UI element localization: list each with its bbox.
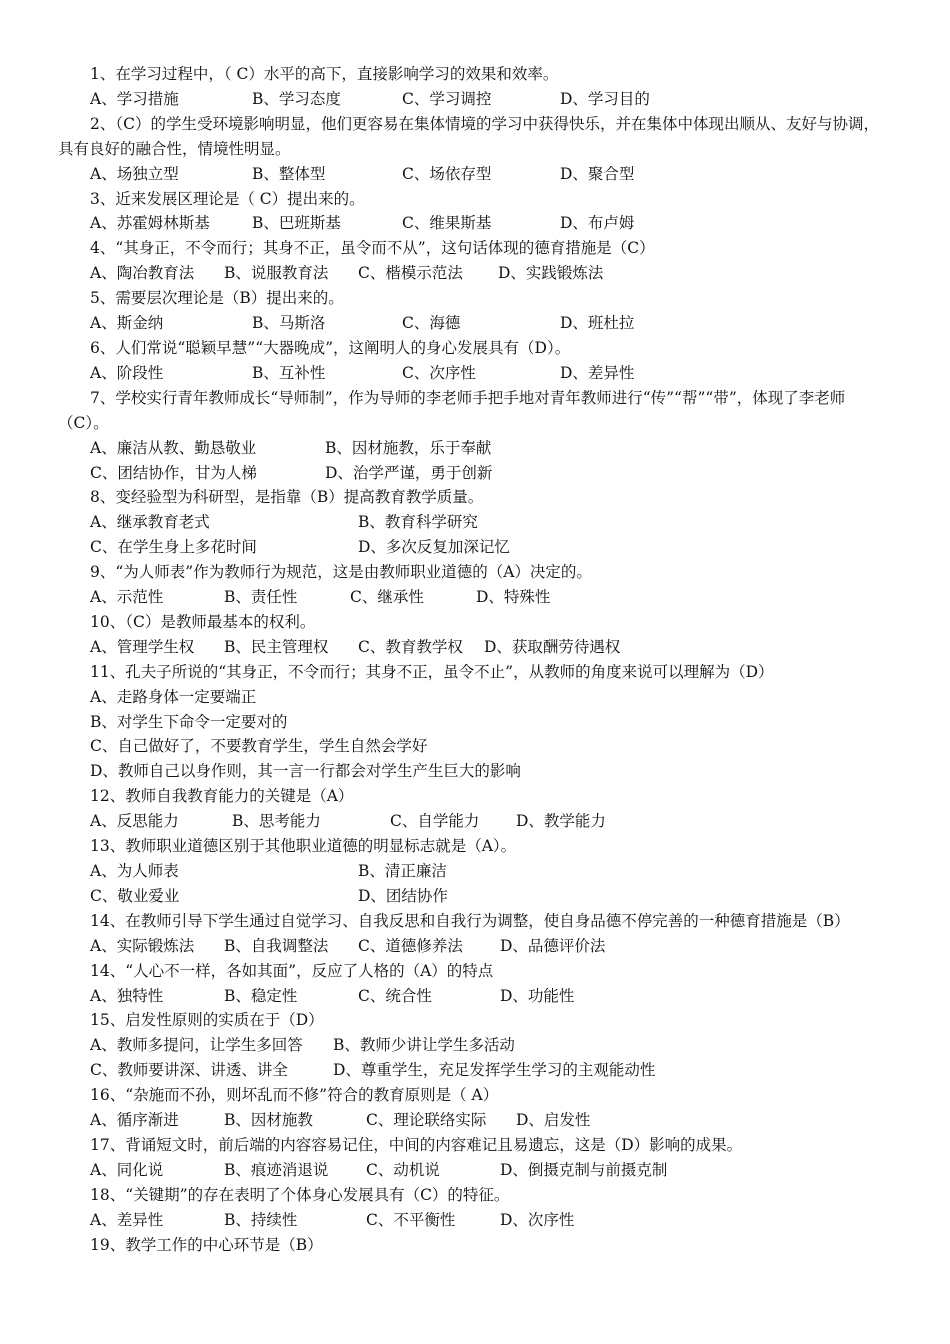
options-row — [58, 510, 890, 535]
options-row — [58, 1108, 890, 1133]
option: A、实际锻炼法 — [90, 936, 195, 955]
option: A、场独立型 — [90, 164, 179, 183]
question-text: 8、变经验型为科研型，是指靠（B）提高教育教学质量。 — [90, 488, 484, 507]
options-row — [58, 859, 890, 884]
option: A、继承教育老式 — [90, 513, 210, 532]
option: B、思考能力 — [232, 812, 321, 831]
options-row — [58, 1208, 890, 1233]
option: D、尊重学生，充足发挥学生学习的主观能动性 — [333, 1061, 656, 1080]
options-row — [58, 87, 890, 112]
option: C、在学生身上多花时间 — [90, 538, 257, 557]
option: A、差异性 — [90, 1210, 164, 1229]
option: C、楷模示范法 — [358, 264, 463, 283]
options-row — [58, 585, 890, 610]
option: C、统合性 — [358, 986, 432, 1005]
option: A、教师多提问，让学生多回答 — [90, 1036, 303, 1055]
option: D、差异性 — [560, 363, 635, 382]
question-text: 15、启发性原则的实质在于（D） — [90, 1011, 324, 1030]
option: C、维果斯基 — [402, 214, 492, 233]
option: B、教师少讲让学生多活动 — [333, 1036, 515, 1055]
option: B、巴班斯基 — [252, 214, 341, 233]
question-text: 17、背诵短文时，前后端的内容容易记住，中间的内容难记且易遗忘，这是（D）影响的成果。 — [90, 1135, 743, 1154]
option: A、阶段性 — [90, 363, 164, 382]
option: A、循序渐进 — [90, 1111, 179, 1130]
question-text: 19、教学工作的中心环节是（B） — [90, 1235, 323, 1254]
question-text: 1、在学习过程中，（ C）水平的高下，直接影响学习的效果和效率。 — [90, 65, 559, 83]
question-text: 10、（C）是教师最基本的权利。 — [90, 612, 316, 631]
option: D、倒摄克制与前摄克制 — [500, 1160, 668, 1179]
option: A、斯金纳 — [90, 314, 164, 333]
options-row — [58, 461, 890, 486]
option: D、班杜拉 — [560, 314, 635, 333]
option: A、管理学生权 — [90, 637, 195, 656]
option: B、整体型 — [252, 164, 326, 183]
question-text: 14、“人心不一样，各如其面”，反应了人格的（A）的特点 — [90, 961, 494, 980]
option: A、反思能力 — [90, 812, 179, 831]
option: C、自学能力 — [390, 812, 480, 831]
option: D、品德评价法 — [500, 936, 606, 955]
option: D、次序性 — [500, 1210, 575, 1229]
options-row — [58, 361, 890, 386]
question-text: 2、（C）的学生受环境影响明显，他们更容易在集体情境的学习中获得快乐，并在集体中体现出顺从、友好与协调，具有良好的融合性，情境性明显。 — [58, 114, 879, 158]
question-text: 12、教师自我教育能力的关键是（A） — [90, 787, 354, 806]
option: D、教学能力 — [516, 812, 606, 831]
question-text: 5、需要层次理论是（B）提出来的。 — [90, 289, 344, 308]
option: B、因材施教，乐于奉献 — [325, 438, 492, 457]
question-text: 6、人们常说“聪颖早慧”“大器晚成”，这阐明人的身心发展具有（D）。 — [90, 338, 571, 357]
option: A、为人师表 — [90, 862, 179, 880]
options-row — [58, 211, 890, 236]
options-row — [58, 311, 890, 336]
option: C、教师要讲深、讲透、讲全 — [90, 1061, 288, 1080]
option: B、稳定性 — [224, 986, 298, 1005]
option: D、团结协作 — [358, 886, 448, 905]
option-line: B、对学生下命令一定要对的 — [90, 712, 288, 731]
option: B、教育科学研究 — [358, 513, 478, 532]
question-text: 13、教师职业道德区别于其他职业道德的明显标志就是（A）。 — [90, 837, 517, 856]
document-body — [58, 62, 890, 1258]
options-row — [58, 884, 890, 909]
options-row — [58, 984, 890, 1009]
option: B、痕迹消退说 — [224, 1160, 329, 1179]
question-text: 9、“为人师表”作为教师行为规范，这是由教师职业道德的（A）决定的。 — [90, 563, 592, 582]
option: A、苏霍姆林斯基 — [90, 214, 210, 233]
option-line: C、自己做好了，不要教育学生，学生自然会学好 — [90, 737, 428, 756]
option: A、学习措施 — [90, 89, 179, 108]
option: C、不平衡性 — [366, 1210, 456, 1229]
option: B、互补性 — [252, 363, 326, 382]
options-row — [58, 162, 890, 187]
option: D、布卢姆 — [560, 214, 635, 233]
option: D、特殊性 — [476, 588, 551, 607]
option: C、继承性 — [350, 588, 424, 607]
option: D、获取酬劳待遇权 — [484, 637, 621, 656]
options-row — [58, 1058, 890, 1083]
option-line: D、教师自己以身作则，其一言一行都会对学生产生巨大的影响 — [90, 762, 521, 781]
option: D、聚合型 — [560, 164, 635, 183]
option: C、次序性 — [402, 363, 476, 382]
option: C、团结协作，甘为人梯 — [90, 463, 257, 482]
option: B、民主管理权 — [224, 637, 329, 656]
option: B、说服教育法 — [224, 264, 329, 283]
option: D、功能性 — [500, 986, 575, 1005]
options-row — [58, 436, 890, 461]
option: D、学习目的 — [560, 89, 650, 108]
option-line: A、走路身体一定要端正 — [90, 687, 257, 706]
options-row — [58, 1158, 890, 1183]
option: C、道德修养法 — [358, 936, 463, 955]
question-text: 3、近来发展区理论是（ C）提出来的。 — [90, 189, 365, 208]
option: B、清正廉洁 — [358, 862, 447, 880]
options-row — [58, 934, 890, 959]
option: D、治学严谨，勇于创新 — [325, 463, 493, 482]
option: C、敬业爱业 — [90, 886, 180, 905]
options-row — [58, 809, 890, 834]
option: C、学习调控 — [402, 89, 492, 108]
option: A、独特性 — [90, 986, 164, 1005]
option: C、场依存型 — [402, 164, 492, 183]
question-text: 4、“其身正，不令而行；其身不正，虽令而不从”，这句话体现的德育措施是（C） — [90, 239, 655, 258]
option: B、学习态度 — [252, 89, 341, 108]
option: D、多次反复加深记忆 — [358, 538, 510, 557]
option: B、因材施教 — [224, 1111, 313, 1130]
option: C、理论联络实际 — [366, 1111, 487, 1130]
option: B、持续性 — [224, 1210, 298, 1229]
option: B、责任性 — [224, 588, 298, 607]
option: C、海德 — [402, 314, 461, 333]
option: D、启发性 — [516, 1111, 591, 1130]
option: D、实践锻炼法 — [498, 264, 604, 283]
question-text: 18、“关键期”的存在表明了个体身心发展具有（C）的特征。 — [90, 1185, 510, 1204]
option: A、陶冶教育法 — [90, 264, 195, 283]
option: A、同化说 — [90, 1160, 164, 1179]
option: C、教育教学权 — [358, 637, 463, 656]
question-text: 7、学校实行青年教师成长“导师制”，作为导师的李老师手把手地对青年教师进行“传”“帮”“带”，体现了李老师（C）。 — [58, 388, 846, 432]
question-text: 16、“杂施而不孙，则坏乱而不修”符合的教育原则是（ A） — [90, 1086, 499, 1105]
question-text: 11、孔夫子所说的“其身正，不令而行；其身不正，虽令不止”，从教师的角度来说可以理解为（D） — [90, 662, 774, 681]
option: B、马斯洛 — [252, 314, 326, 333]
options-row — [58, 535, 890, 560]
options-row — [58, 1033, 890, 1058]
question-text: 14、在教师引导下学生通过自觉学习、自我反思和自我行为调整，使自身品德不停完善的一种德育措施是（B） — [90, 911, 850, 930]
options-row — [58, 635, 890, 660]
options-row — [58, 261, 890, 286]
option: A、廉洁从教、勤恳敬业 — [90, 438, 257, 457]
option: C、动机说 — [366, 1160, 440, 1179]
option: B、自我调整法 — [224, 936, 329, 955]
option: A、示范性 — [90, 588, 164, 607]
